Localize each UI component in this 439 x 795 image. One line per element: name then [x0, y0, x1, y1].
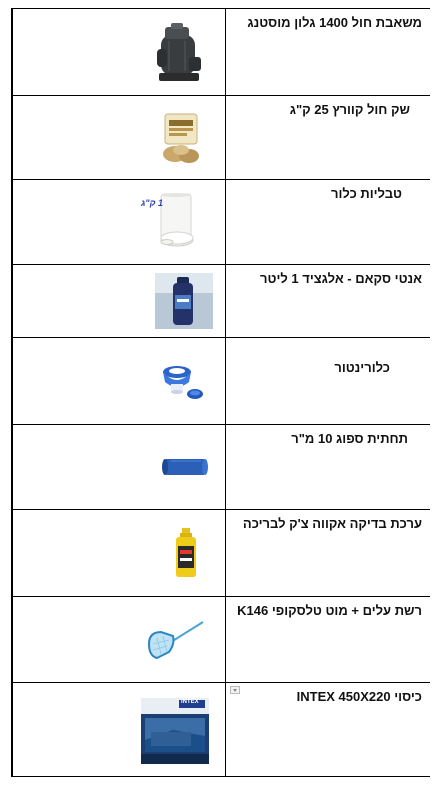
- table-row: [12, 510, 430, 597]
- products-table: [11, 8, 430, 777]
- product-image-cell: [12, 180, 226, 264]
- product-name: אנטי סקאם - אלגציד 1 ליטר: [260, 271, 422, 286]
- product-name: כיסוי INTEX 450X220: [226, 683, 430, 776]
- foam-underlay-roll-icon: [161, 456, 209, 478]
- table-row: [12, 9, 430, 96]
- product-name: רשת עלים + מוט טלסקופי K146: [237, 603, 422, 618]
- product-image-cell: [12, 265, 226, 337]
- product-image-cell: [12, 683, 226, 776]
- product-image-cell: [12, 597, 226, 682]
- product-image-cell: [12, 96, 226, 179]
- product-image-cell: [12, 338, 226, 424]
- algaecide-bottle-icon: [155, 273, 213, 329]
- product-name: משאבת חול 1400 גלון מוסטנג: [247, 15, 422, 30]
- table-row: [12, 597, 430, 683]
- table-row: [12, 425, 430, 510]
- chlorine-floater-icon: [155, 358, 205, 404]
- product-image-cell: [12, 9, 226, 95]
- table-row: [12, 96, 430, 180]
- product-name: טבליות כלור: [330, 186, 402, 201]
- sand-filter-pump-icon: [155, 21, 203, 83]
- product-name: שק חול קוורץ 25 ק"ג: [289, 102, 410, 117]
- table-row: [12, 683, 430, 777]
- table-row: [12, 265, 430, 338]
- test-kit-bottle-icon: [173, 528, 199, 578]
- leaf-skimmer-net-icon: [145, 618, 205, 662]
- intex-brand-label: INTEX: [181, 698, 199, 705]
- intex-pool-cover-box-icon: [139, 692, 211, 768]
- product-name: כלורינטור: [334, 360, 390, 375]
- product-name: ערכת בדיקה אקווה צ'ק לבריכה: [242, 516, 422, 531]
- chlorine-tablets-icon: [141, 192, 207, 252]
- table-row: [12, 180, 430, 265]
- table-row: [12, 338, 430, 425]
- product-name: תחתית ספוג 10 מ"ר: [291, 431, 408, 446]
- quartz-sand-bag-icon: [159, 110, 203, 166]
- product-image-cell: [12, 510, 226, 596]
- chlorine-weight-label: 1 ק"ג: [141, 198, 163, 208]
- product-image-cell: [12, 425, 226, 509]
- dropdown-marker-icon[interactable]: [230, 686, 240, 694]
